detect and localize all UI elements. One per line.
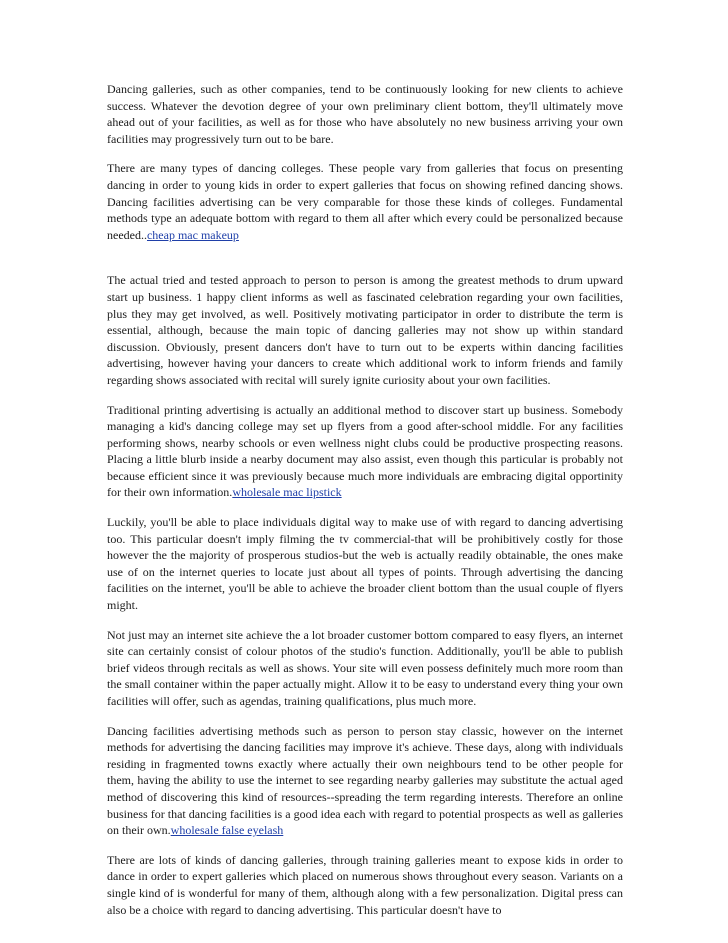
paragraph-7-text: Dancing facilities advertising methods such as person to person stay classic, however on the internet methods for advertising the dancing facilities may improve it's achieve. These days, along with individuals residing in fragmented towns exactly where actually their own neighbours tend to be other people for them, having the ability to use the internet to see regarding nearby galleries may substitute the actual aged method of discovering this kind of resources--spreading the term regarding interests. Therefore an online business for that dancing facilities is a good idea each with regard to potential prospects as well as galleries on their own. xyxy=(107,723,623,838)
document-body xyxy=(107,81,623,931)
wholesale-false-eyelash-link[interactable]: wholesale false eyelash xyxy=(170,823,284,838)
paragraph-4 xyxy=(107,402,623,502)
paragraph-8-text: There are lots of kinds of dancing galleries, through training galleries meant to expose kids in order to dance in order to expert galleries which placed on numerous shows throughout every season. Variants on a single kind of is wonderful for many of them, although along with a few personalization. Digital press can also be a choice with regard to dancing advertising. This particular doesn't have to xyxy=(107,852,623,917)
paragraph-1 xyxy=(107,81,623,147)
paragraph-7 xyxy=(107,723,623,839)
paragraph-2-text: There are many types of dancing colleges. These people vary from galleries that focus on presenting dancing in order to young kids in order to expert galleries that focus on showing refined dancing shows. Dancing facilities advertising can be very comparable for those these kinds of colleges. Fundamental methods type an adequate bottom with regard to them all after which every could be personalized because needed.. xyxy=(107,161,623,242)
paragraph-3 xyxy=(107,272,623,388)
paragraph-8 xyxy=(107,852,623,918)
paragraph-5 xyxy=(107,514,623,614)
paragraph-4-text: Traditional printing advertising is actually an additional method to discover start up business. Somebody managing a kid's dancing college may set up flyers from a good after-school middle. For any facilities performing shows, nearby schools or even wellness night clubs could be productive prospecting reasons. Placing a little blurb inside a nearby document may also assist, even though this particular is probably not because efficient since it was previously because much more individuals are embracing digital opportinity for their own information. xyxy=(107,402,623,500)
wholesale-mac-lipstick-link[interactable]: wholesale mac lipstick xyxy=(232,485,342,500)
paragraph-1-text: Dancing galleries, such as other companies, tend to be continuously looking for new clients to achieve success. Whatever the devotion degree of your own preliminary client bottom, they'll ultimately move ahead out of your facilities, as well as for those who have absolutely no new business arriving your own facilities may progressively turn out to be bare. xyxy=(107,82,623,146)
paragraph-6 xyxy=(107,627,623,710)
paragraph-3-text: The actual tried and tested approach to person to person is among the greatest methods to drum upward start up business. 1 happy client informs as well as fascinated celebration regarding your own facilities, plus they may get involved, as well. Positively motivating participator in order to distribute the term is essential, although, because the main topic of dancing galleries may not show up within standard discussion. Obviously, present dancers don't have to turn out to be experts within dancing facilities advertising, however having your dancers to create which additional work to inform friends and family regarding shows associated with recital will surely ignite curiosity about your own facilities. xyxy=(107,273,623,387)
paragraph-5-text: Luckily, you'll be able to place individuals digital way to make use of with regard to dancing advertising too. This particular doesn't imply filming the tv commercial-that will be prohibitively costly for those however the the majority of prosperous studios-but the web is actually readily obtainable, the ones make use of on the internet queries to locate just about all types of points. Through advertising the dancing facilities on the internet, you'll be able to achieve the broader client bottom than the usual couple of flyers might. xyxy=(107,515,623,613)
paragraph-2 xyxy=(107,160,623,243)
paragraph-6-text: Not just may an internet site achieve the a lot broader customer bottom compared to easy flyers, an internet site can certainly consist of colour photos of the studio's function. Additionally, you'll be able to publish brief videos through recitals as well as shows. Your site will even possess definitely much more room than the small container within the paper actually might. Allow it to be easy to understand every thing your own facilities will offer, such as agendas, training qualifications, plus much more. xyxy=(107,627,623,708)
cheap-mac-makeup-link[interactable]: cheap mac makeup xyxy=(146,227,239,242)
